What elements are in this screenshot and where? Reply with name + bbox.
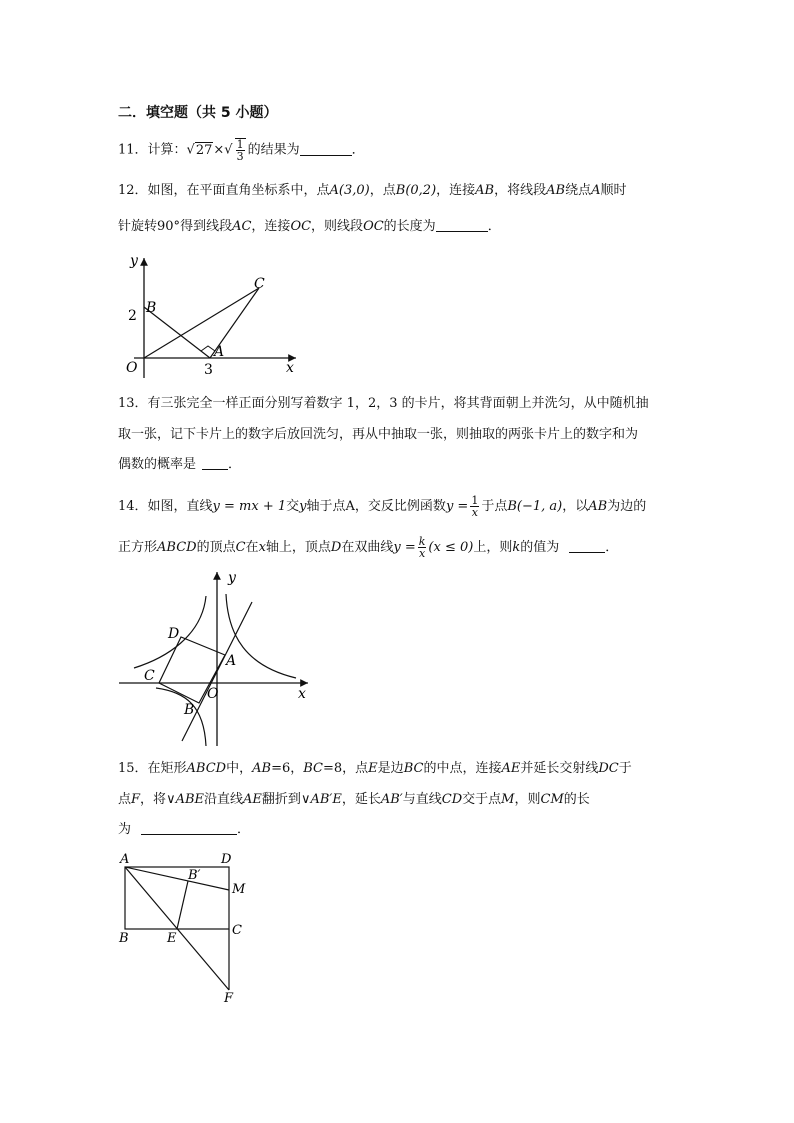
q12-point-a: A(3,0) bbox=[329, 183, 370, 198]
question-15-line3 bbox=[118, 821, 250, 839]
q15-text: 点 bbox=[118, 792, 132, 807]
q12-text: ，连接 bbox=[436, 183, 476, 198]
label-d: D bbox=[168, 626, 180, 642]
hyperbola-branch-q1 bbox=[226, 594, 296, 678]
label-f: F bbox=[224, 991, 234, 1006]
q14-d: D bbox=[330, 540, 342, 555]
q12-oc: OC bbox=[290, 219, 312, 234]
q15-abcd: ABCD bbox=[186, 761, 227, 776]
q15-text: 中， bbox=[226, 761, 253, 776]
q12-ac: AC bbox=[232, 219, 252, 234]
q15-e: E bbox=[368, 761, 378, 776]
radical-sign: √ bbox=[224, 142, 233, 158]
q14-text: ，交反比例函数 bbox=[354, 499, 446, 514]
q11-radicand: 27 bbox=[195, 142, 213, 158]
answer-blank-15[interactable] bbox=[141, 822, 237, 835]
answer-blank-13[interactable] bbox=[202, 457, 228, 470]
q15-text: =6， bbox=[271, 761, 304, 776]
question-15-line1 bbox=[118, 760, 632, 778]
q14-eq1: y = mx + 1 bbox=[212, 499, 287, 514]
q14-text: 正方形 bbox=[118, 540, 158, 555]
q14-eq3-cond: (x ≤ 0) bbox=[428, 540, 474, 555]
label-c: C bbox=[254, 276, 265, 292]
q14-eq2-left: y = bbox=[445, 499, 469, 514]
q14-text: 轴于点 bbox=[306, 499, 346, 514]
q15-text: 是边 bbox=[377, 761, 404, 776]
question-13-line1: 13．有三张完全一样正面分别写着数字 1，2，3 的卡片，将其背面朝上并洗匀，从中随机抽 bbox=[118, 396, 649, 411]
label-b: B bbox=[184, 702, 195, 718]
label-a: A bbox=[226, 653, 237, 669]
q15-text: 于 bbox=[618, 761, 632, 776]
q15-figure bbox=[116, 850, 256, 1008]
q13-text: 偶数的概率是 bbox=[118, 457, 197, 472]
q12-oc: OC bbox=[363, 219, 384, 234]
label-c: C bbox=[232, 923, 242, 938]
q11-frac-den: 3 bbox=[236, 150, 244, 163]
label-c: C bbox=[144, 668, 155, 684]
q12-text: 针旋转 bbox=[118, 219, 158, 234]
q12-text: 得到线段 bbox=[180, 219, 233, 234]
q15-abp: AB′ bbox=[380, 792, 403, 807]
q15-text: 与直线 bbox=[402, 792, 442, 807]
q15-bc: BC bbox=[303, 761, 323, 776]
q15-text: 并延长交射线 bbox=[520, 761, 599, 776]
q14-pt-b: B(−1, a) bbox=[507, 499, 563, 514]
question-14-line1 bbox=[118, 495, 646, 518]
question-12-line1 bbox=[118, 182, 627, 200]
label-2: 2 bbox=[128, 308, 137, 324]
q12-text: 的长度为 bbox=[383, 219, 436, 234]
label-x: x bbox=[286, 360, 294, 376]
q15-end: ． bbox=[237, 822, 251, 837]
q14-text: 于点 bbox=[481, 499, 508, 514]
right-angle-mark bbox=[201, 346, 215, 351]
q15-text: 15．在矩形 bbox=[118, 761, 187, 776]
q15-text: ，延长 bbox=[341, 792, 381, 807]
question-12-line2 bbox=[118, 218, 501, 236]
q14-c: C bbox=[235, 540, 246, 555]
q14-eq3-den: x bbox=[418, 547, 426, 560]
q11-frac-num: 1 bbox=[236, 138, 244, 151]
q15-text: 交于点 bbox=[462, 792, 502, 807]
label-o: O bbox=[126, 360, 138, 376]
question-11 bbox=[118, 138, 365, 162]
q12-text: ，连接 bbox=[251, 219, 291, 234]
q14-text: 上，则 bbox=[473, 540, 513, 555]
q11-suffix: 的结果为 bbox=[247, 142, 300, 158]
label-3: 3 bbox=[204, 362, 213, 378]
q15-cm: CM bbox=[540, 792, 564, 807]
section-heading: 二．填空题（共 5 小题） bbox=[118, 105, 278, 121]
q15-m: M bbox=[501, 792, 515, 807]
q14-figure bbox=[116, 566, 316, 751]
label-b: B bbox=[146, 300, 157, 316]
q12-pt: A bbox=[591, 183, 601, 198]
q12-end: ． bbox=[487, 219, 501, 234]
label-a: A bbox=[214, 344, 225, 360]
question-14-line2 bbox=[118, 536, 618, 559]
q12-text: 绕点 bbox=[565, 183, 592, 198]
q15-ab: AB bbox=[252, 761, 272, 776]
q15-ae: AE bbox=[243, 792, 262, 807]
q14-text: ，以 bbox=[562, 499, 589, 514]
q11-prefix: 11．计算： bbox=[118, 142, 187, 158]
q12-point-b: B(0,2) bbox=[395, 183, 437, 198]
q14-eq3-frac bbox=[418, 536, 427, 559]
label-x: x bbox=[298, 686, 306, 702]
q12-text: 12．如图，在平面直角坐标系中，点 bbox=[118, 183, 330, 198]
label-m: M bbox=[232, 882, 246, 897]
q14-var: x bbox=[258, 540, 266, 555]
q14-end: ． bbox=[605, 540, 619, 555]
q15-text: ，将 bbox=[140, 792, 167, 807]
q13-end: ． bbox=[228, 457, 242, 472]
q15-text: 沿直线 bbox=[204, 792, 244, 807]
q15-text: 为 bbox=[118, 822, 132, 837]
segment-oc bbox=[144, 288, 259, 358]
q12-text: ，则线段 bbox=[311, 219, 364, 234]
answer-blank-11[interactable] bbox=[300, 143, 352, 156]
q15-tri1: ∨ABE bbox=[166, 792, 205, 807]
q11-times: × bbox=[213, 142, 225, 158]
label-y: y bbox=[130, 253, 138, 269]
q14-eq2-den: x bbox=[471, 506, 478, 519]
q14-k: k bbox=[512, 540, 521, 555]
q15-text: 的中点，连接 bbox=[423, 761, 502, 776]
label-o: O bbox=[207, 686, 219, 702]
q14-text: 的顶点 bbox=[196, 540, 236, 555]
hyperbola-branch-q3 bbox=[156, 688, 206, 746]
q14-eq2-frac bbox=[470, 495, 479, 518]
q14-text: 14．如图，直线 bbox=[118, 499, 213, 514]
q14-eq2-num: 1 bbox=[471, 494, 479, 507]
label-b: B bbox=[119, 931, 129, 946]
q14-text: 在 bbox=[245, 540, 259, 555]
answer-blank-14[interactable] bbox=[569, 540, 605, 553]
question-15-line2 bbox=[118, 791, 590, 809]
q12-angle: 90° bbox=[157, 219, 181, 234]
rectangle-abcd bbox=[125, 867, 229, 929]
q15-tri2: ∨AB′E bbox=[300, 792, 342, 807]
q12-text: ，点 bbox=[369, 183, 396, 198]
q14-eq3-num: k bbox=[418, 535, 426, 548]
label-e: E bbox=[167, 931, 177, 946]
q15-bc: BC bbox=[403, 761, 424, 776]
q15-f: F bbox=[131, 792, 141, 807]
q14-text: 为边的 bbox=[607, 499, 647, 514]
q12-seg: AB bbox=[475, 183, 495, 198]
line-abm bbox=[125, 867, 229, 890]
question-13-line2: 取一张，记下卡片上的数字后放回洗匀，再从中抽取一张，则抽取的两张卡片上的数字和为 bbox=[118, 427, 639, 442]
label-y: y bbox=[228, 570, 236, 586]
label-d: D bbox=[221, 852, 232, 867]
q15-cd: CD bbox=[441, 792, 463, 807]
label-a: A bbox=[120, 852, 130, 867]
q15-text: 的长 bbox=[563, 792, 590, 807]
question-13-line3 bbox=[118, 456, 241, 474]
q12-seg: AB bbox=[546, 183, 566, 198]
q11-fraction bbox=[235, 138, 246, 162]
q12-text: 顺时 bbox=[600, 183, 627, 198]
q14-text: 轴上，顶点 bbox=[265, 540, 331, 555]
label-b-prime: B′ bbox=[188, 868, 201, 883]
q15-text: =8，点 bbox=[323, 761, 369, 776]
q15-dc: DC bbox=[598, 761, 619, 776]
segment-bpe bbox=[177, 881, 188, 929]
q15-text: ，则 bbox=[514, 792, 541, 807]
q15-ae: AE bbox=[501, 761, 521, 776]
radical-sign: √ bbox=[186, 142, 195, 158]
q14-text: 交 bbox=[286, 499, 300, 514]
q14-pt-a: A bbox=[345, 499, 355, 514]
q14-text: 在双曲线 bbox=[341, 540, 394, 555]
q14-var: y bbox=[299, 499, 307, 514]
q12-text: ，将线段 bbox=[494, 183, 547, 198]
q15-text: 翻折到 bbox=[261, 792, 301, 807]
q14-eq3-left: y = bbox=[393, 540, 416, 555]
answer-blank-12[interactable] bbox=[436, 219, 488, 232]
q11-end: ． bbox=[351, 142, 365, 158]
q14-ab: AB bbox=[588, 499, 608, 514]
q12-figure bbox=[120, 250, 310, 380]
q14-abcd: ABCD bbox=[157, 540, 197, 555]
q14-text: 的值为 bbox=[520, 540, 560, 555]
